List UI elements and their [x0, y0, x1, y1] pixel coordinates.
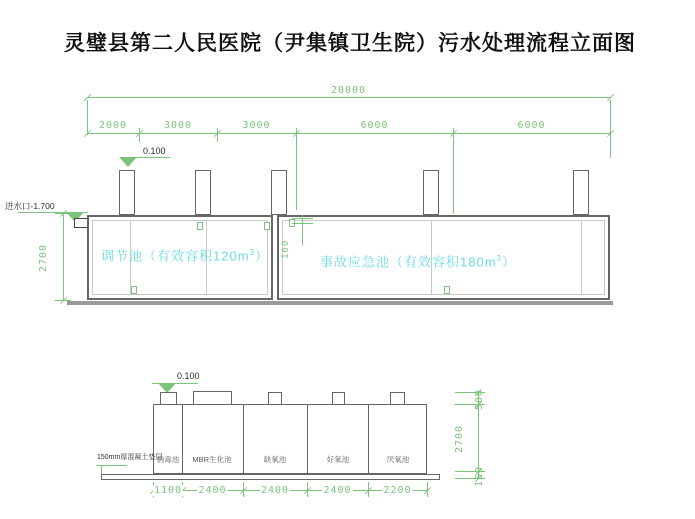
compartment-label: MBR生化池 — [192, 455, 232, 464]
pipe-opening — [264, 222, 270, 230]
vent-pipe — [573, 170, 589, 215]
tank-divider — [368, 404, 369, 474]
dim-right-label: 500 — [474, 388, 485, 410]
dim-tick-line — [292, 223, 313, 224]
dim-value: 2400 — [323, 485, 352, 496]
tank1-label-close: ） — [254, 248, 269, 264]
vent-pipe — [119, 170, 135, 215]
tank2-label — [320, 251, 516, 269]
dim-seg-label: 3000 — [242, 120, 271, 131]
base-layer-label: 150mm厚混凝土垫层 — [97, 454, 163, 461]
dim-height-label: 2700 — [38, 243, 49, 272]
tank1-label-sup: 3 — [249, 248, 255, 257]
dim-seg-label: 2000 — [98, 120, 128, 131]
compartment-label: 消毒池 — [156, 455, 180, 464]
vent-pipe — [423, 170, 439, 215]
dim-bottom-label — [153, 486, 182, 496]
vent-pipe — [271, 170, 287, 215]
dim-bottom-label — [307, 486, 368, 496]
tank1-label — [101, 245, 269, 263]
compartment-label: 缺氧池 — [263, 455, 287, 464]
level-triangle-icon — [119, 157, 137, 167]
leader-line — [101, 465, 102, 474]
dim-extension — [610, 100, 611, 158]
pipe-opening — [444, 286, 450, 294]
dim-line-segments — [87, 133, 610, 134]
dim-right-label: 150 — [474, 465, 485, 487]
compartment-label: 厌氧池 — [386, 455, 410, 464]
dim-freeboard-label: 100 — [281, 239, 291, 259]
dim-extension — [453, 128, 454, 214]
tank-divider — [307, 404, 308, 474]
tank-divider — [581, 220, 582, 295]
dim-seg-label: 6000 — [360, 120, 389, 131]
dim-value: 2400 — [198, 485, 227, 496]
base-slab — [101, 474, 440, 480]
dim-seg-label: 3000 — [163, 120, 193, 131]
tank1-label-text: 调节池（有效容积120m — [101, 248, 250, 264]
pipe-opening — [131, 286, 137, 294]
level-label: 0.100 — [143, 146, 166, 156]
level-label: 0.100 — [177, 371, 200, 381]
drawing-title: 灵璧县第二人民医院（尹集镇卫生院）污水处理流程立面图 — [64, 31, 636, 55]
dim-total-label: 20000 — [330, 85, 367, 96]
tank-divider — [243, 404, 244, 474]
compartment-label: 好氧池 — [326, 455, 350, 464]
foundation-slab — [67, 301, 613, 305]
tank2-label-close: ） — [501, 254, 516, 270]
dim-line-height — [63, 213, 64, 300]
dim-value: 2200 — [383, 485, 412, 496]
dim-value: 1100 — [154, 485, 183, 496]
inlet-label: 进水口-1.700 — [5, 201, 55, 211]
dim-value: 2400 — [260, 485, 290, 496]
pipe-opening — [197, 222, 203, 230]
dim-extension — [296, 128, 297, 210]
dim-bottom-label — [182, 486, 243, 496]
dim-right-label: 2700 — [454, 424, 465, 453]
dim-bottom-label — [368, 486, 427, 496]
vent-pipe — [195, 170, 211, 215]
dim-bottom-label — [243, 486, 307, 496]
dim-line-total — [87, 97, 610, 98]
dim-line-freeboard — [302, 215, 303, 245]
tank2-label-sup: 3 — [496, 254, 502, 263]
tank2-label-text: 事故应急池（有效容积180m — [320, 254, 497, 270]
dim-seg-label: 6000 — [517, 120, 546, 131]
tank-cover — [193, 391, 232, 405]
dim-tick-line — [292, 218, 313, 219]
